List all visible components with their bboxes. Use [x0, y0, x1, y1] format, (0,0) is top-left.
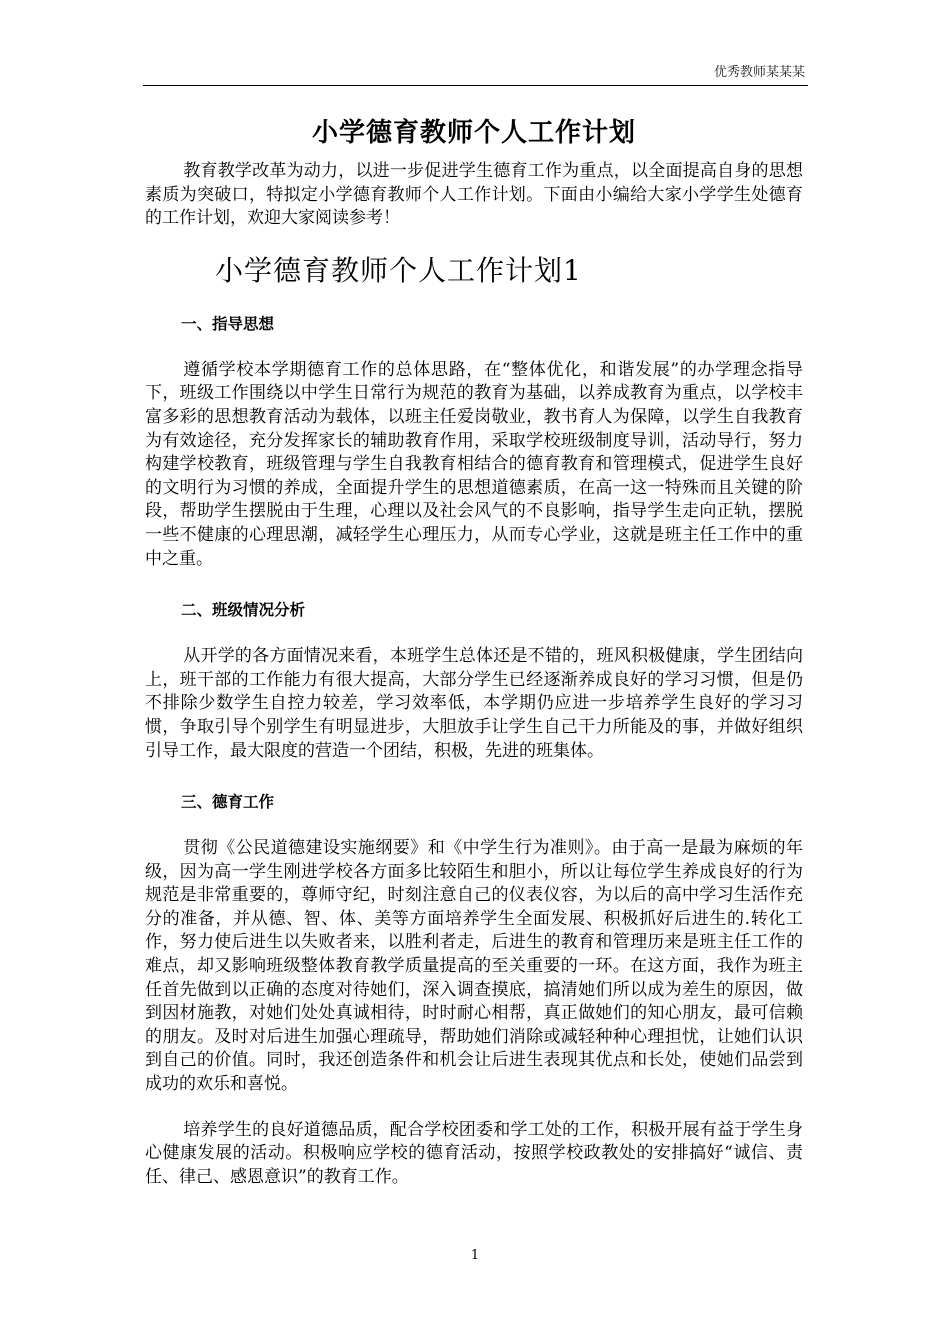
document-body: [145, 112, 803, 1189]
section-heading-guiding-thought: 一、指导思想: [181, 314, 275, 333]
paragraph-moral-education-2: 培养学生的良好道德品质，配合学校团委和学工处的工作，积极开展有益于学生身心健康发展的活动。积极响应学校的德育活动，按照学校政教处的安排搞好“诚信、责任、律己、感恩意识”的教育工作。: [145, 1119, 803, 1187]
section-title: 小学德育教师个人工作计划1: [215, 253, 582, 287]
paragraph-class-analysis: 从开学的各方面情况来看，本班学生总体还是不错的，班风积极健康，学生团结向上，班干部的工作能力有很大提高，大部分学生已经逐渐养成良好的学习习惯，但是仍不排除少数学生自控力较差，学习效率低，本学期仍应进一步培养学生良好的学习习惯，争取引导个别学生有明显进步，大胆放手让学生自己干力所能及的事，并做好组织引导工作，最大限度的营造一个团结，积极，先进的班集体。: [145, 646, 803, 761]
paragraph-guiding-thought: 遵循学校本学期德育工作的总体思路，在“整体优化，和谐发展”的办学理念指导下，班级工作围绕以中学生日常行为规范的教育为基础，以养成教育为重点，以学校丰富多彩的思想教育活动为载体，以班主任爱岗敬业，教书育人为保障，以学生自我教育为有效途径，充分发挥家长的辅助教育作用，采取学校班级制度导训，活动导行，努力构建学校教育，班级管理与学生自我教育相结合的德育教育和管理模式，促进学生良好的文明行为习惯的养成，全面提升学生的思想道德素质，在高一这一特殊而且关键的阶段，帮助学生摆脱由于生理，心理以及社会风气的不良影响，指导学生走向正轨，摆脱一些不健康的心理思潮，减轻学生心理压力，从而专心学业，这就是班主任工作中的重中之重。: [145, 359, 803, 569]
paragraph-moral-education-1: 贯彻《公民道德建设实施纲要》和《中学生行为准则》。由于高一是最为麻烦的年级，因为高一学生刚进学校各方面多比较陌生和胆小，所以让每位学生养成良好的行为规范是非常重要的，尊师守纪，时刻注意自己的仪表仪容，为以后的高中学习生活作充分的准备，并从德、智、体、美等方面培养学生全面发展、积极抓好后进生的.转化工作，努力使后进生以失败者来，以胜利者走，后进生的教育和管理历来是班主任工作的难点，却又影响班级整体教育教学质量提高的至关重要的一环。在这方面，我作为班主任首先做到以正确的态度对待她们，深入调查摸底，搞清她们所以成为差生的原因，做到因材施教，对她们处处真诚相待，时时耐心相帮，真正做她们的知心朋友，最可信赖的朋友。及时对后进生加强心理疏导，帮助她们消除或减轻种种心理担忧，让她们认识到自己的价值。同时，我还创造条件和机会让后进生表现其优点和长处，使她们品尝到成功的欢乐和喜悦。: [145, 838, 803, 1095]
header-author: 优秀教师某某某: [713, 65, 805, 80]
intro-paragraph: 教育教学改革为动力，以进一步促进学生德育工作为重点，以全面提高自身的思想素质为突破口，特拟定小学德育教师个人工作计划。下面由小编给大家小学学生处德育的工作计划，欢迎大家阅读参考！: [145, 161, 803, 229]
section-heading-moral-education: 三、德育工作: [181, 793, 275, 812]
page-number: 1: [470, 1248, 480, 1263]
document-title: 小学德育教师个人工作计划: [311, 118, 636, 148]
section-heading-class-analysis: 二、班级情况分析: [181, 601, 306, 620]
header-divider: [143, 85, 808, 86]
